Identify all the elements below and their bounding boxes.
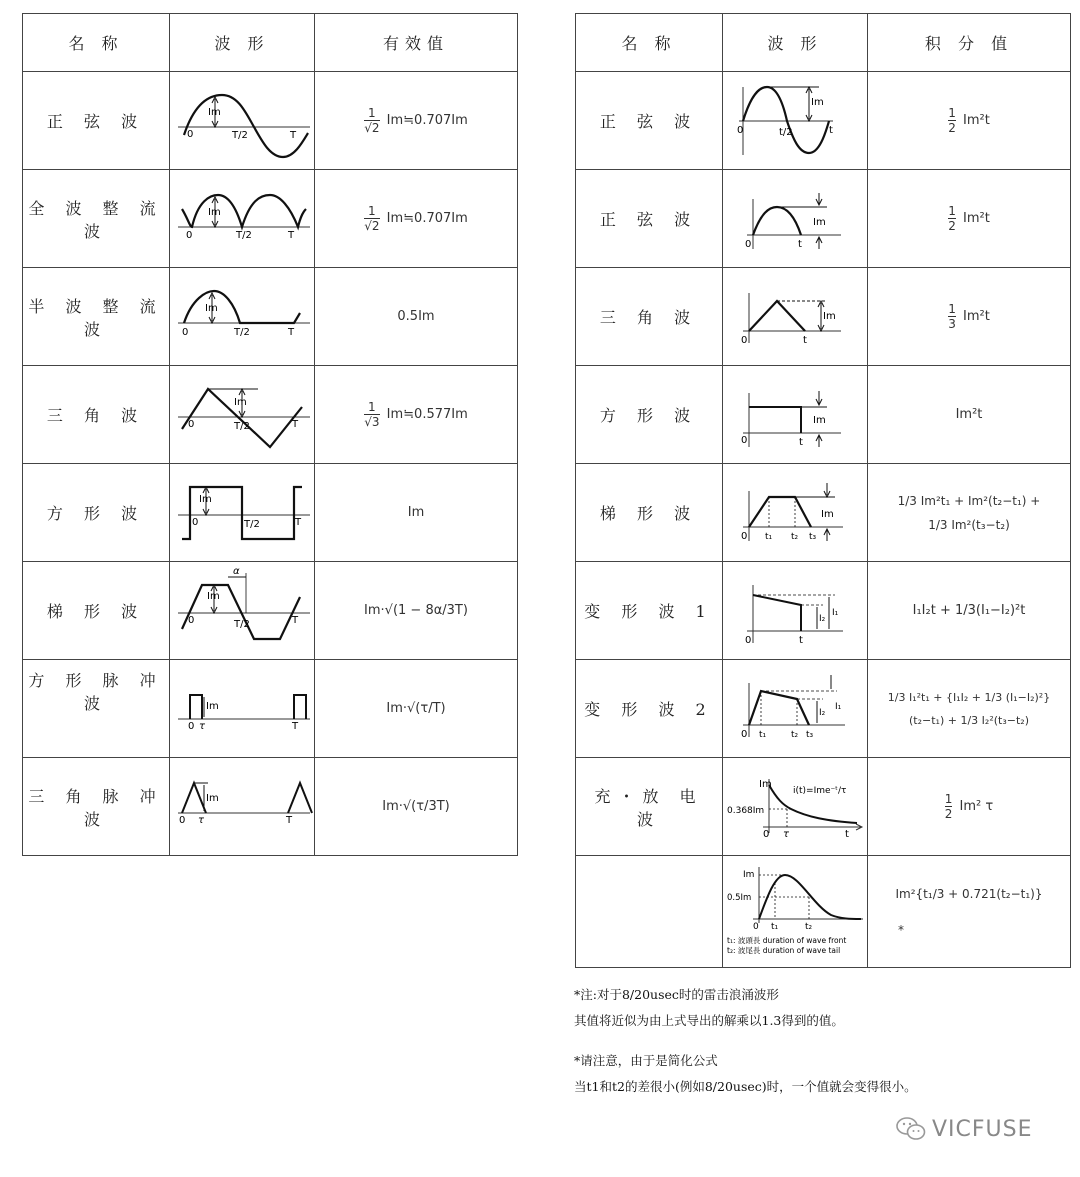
svg-text:0: 0 <box>763 828 770 840</box>
svg-text:Im: Im <box>811 96 824 108</box>
svg-text:t: t <box>829 124 833 136</box>
table-row <box>576 464 1071 562</box>
rms-value: Im·√(τ/3T) <box>315 758 518 856</box>
integral-value: I₁I₂t + 1/3(I₁−I₂)²t <box>868 562 1071 660</box>
svg-text:t₁: t₁ <box>759 729 767 740</box>
svg-text:t: t <box>798 238 802 250</box>
integral-value: Im²{t₁/3 + 0.721(t₂−t₁)} * <box>868 856 1071 968</box>
svg-text:I₁: I₁ <box>835 701 842 712</box>
note-line: 当t1和t2的差很小(例如8/20usec)时，一个值就会变得很小。 <box>574 1079 917 1094</box>
waveform-cell <box>723 170 868 268</box>
header-rms: 有效值 <box>315 14 518 72</box>
svg-text:T/2: T/2 <box>236 229 252 241</box>
brand-text: VICFUSE <box>932 1116 1033 1142</box>
deformed-wave-2-diagram <box>723 661 868 757</box>
svg-text:t₃: t₃ <box>806 729 814 740</box>
deformed-wave-1-diagram <box>723 563 868 659</box>
wave-name: 正 弦 波 <box>23 72 170 170</box>
svg-text:T/2: T/2 <box>234 326 250 338</box>
note-line: *注:对于8/20usec时的雷击浪涌波形 <box>574 987 779 1002</box>
svg-text:I₂: I₂ <box>819 613 826 624</box>
table-row <box>576 856 1071 968</box>
waveform-cell <box>723 268 868 366</box>
table-row <box>23 562 518 660</box>
table-header-row <box>576 14 1071 72</box>
sine-wave-diagram <box>170 73 315 169</box>
table-row <box>23 72 518 170</box>
waveform-cell <box>170 758 315 856</box>
wechat-icon <box>896 1116 926 1142</box>
wave-name: 三 角 脉 冲 波 <box>23 758 170 856</box>
waveform-cell <box>170 562 315 660</box>
rms-value: $\frac{1}{√2}$ Im≒0.707Im <box>315 170 518 268</box>
table-row <box>23 464 518 562</box>
sine-wave-diagram <box>723 73 868 169</box>
note-line: 其值将近似为由上式导出的解乘以1.3得到的值。 <box>574 1013 844 1028</box>
t2-note: t₂: 波尾長 duration of wave tail <box>727 945 841 955</box>
table-row <box>23 268 518 366</box>
header-waveform: 波 形 <box>723 14 868 72</box>
svg-text:t₂: t₂ <box>805 921 813 932</box>
t1-note: t₁: 波頭長 duration of wave front <box>727 935 847 945</box>
svg-text:Im: Im <box>813 216 826 228</box>
half-sine-pulse-diagram <box>723 171 868 267</box>
table-row <box>576 758 1071 856</box>
svg-text:0: 0 <box>741 728 748 740</box>
svg-text:T/2: T/2 <box>234 618 250 630</box>
table-row <box>576 72 1071 170</box>
waveform-cell <box>170 170 315 268</box>
svg-text:T/2: T/2 <box>244 518 260 530</box>
note-line: *请注意，由于是简化公式 <box>574 1053 718 1068</box>
table-row <box>23 170 518 268</box>
brand-watermark <box>896 1116 1033 1142</box>
svg-text:t: t <box>799 436 803 448</box>
wave-name: 半 波 整 流 波 <box>23 268 170 366</box>
integral-value: Im²t <box>868 366 1071 464</box>
svg-text:0.368Im: 0.368Im <box>727 805 765 816</box>
svg-text:0: 0 <box>741 530 748 542</box>
svg-text:Im: Im <box>208 206 221 218</box>
header-name: 名 称 <box>23 14 170 72</box>
wave-name: 充・放 电 波 <box>576 758 723 856</box>
svg-text:t/2: t/2 <box>779 126 793 138</box>
svg-text:T/2: T/2 <box>234 420 250 432</box>
waveform-cell <box>723 660 868 758</box>
square-wave-diagram <box>170 465 315 561</box>
triangle-pulse-diagram <box>723 269 868 365</box>
svg-text:T: T <box>288 326 295 338</box>
svg-text:Im: Im <box>821 508 834 520</box>
svg-text:0: 0 <box>753 921 759 932</box>
trapezoid-pulse-diagram <box>723 465 868 561</box>
table-row <box>576 660 1071 758</box>
wave-name: 方 形 波 <box>576 366 723 464</box>
svg-text:Im: Im <box>206 700 219 712</box>
svg-text:τ: τ <box>199 720 206 732</box>
waveform-cell <box>170 268 315 366</box>
svg-text:T: T <box>295 516 302 528</box>
svg-text:t₁: t₁ <box>771 921 779 932</box>
header-waveform: 波 形 <box>170 14 315 72</box>
svg-text:0: 0 <box>745 634 752 646</box>
svg-text:τ: τ <box>198 814 205 826</box>
svg-text:t: t <box>845 828 849 840</box>
svg-text:t₁: t₁ <box>765 531 773 542</box>
svg-text:I₂: I₂ <box>819 707 826 718</box>
waveform-cell <box>723 856 868 968</box>
waveform-cell <box>170 366 315 464</box>
svg-text:t₂: t₂ <box>791 531 799 542</box>
wave-name: 方 形 波 <box>23 464 170 562</box>
svg-text:0: 0 <box>188 614 195 626</box>
wave-name: 三 角 波 <box>576 268 723 366</box>
trapezoid-wave-diagram <box>170 563 315 659</box>
svg-text:Im: Im <box>813 414 826 426</box>
svg-text:0: 0 <box>187 128 194 140</box>
svg-text:0: 0 <box>741 434 748 446</box>
header-name: 名 称 <box>576 14 723 72</box>
charge-discharge-diagram <box>723 759 868 855</box>
svg-text:T: T <box>288 229 295 241</box>
svg-text:Im: Im <box>759 778 772 790</box>
svg-text:0: 0 <box>182 326 189 338</box>
svg-text:0: 0 <box>192 516 199 528</box>
integral-value: $\frac{1}{2}$ Im²t <box>868 72 1071 170</box>
svg-text:Im: Im <box>199 493 212 505</box>
im-label: Im <box>208 106 221 118</box>
wave-name: 全 波 整 流 波 <box>23 170 170 268</box>
svg-text:t₃: t₃ <box>809 531 817 542</box>
waveform-cell <box>170 660 315 758</box>
waveform-cell <box>170 72 315 170</box>
square-pulse-diagram <box>170 661 315 757</box>
svg-text:Im: Im <box>207 590 220 602</box>
waveform-cell <box>723 464 868 562</box>
svg-text:T: T <box>292 614 299 626</box>
svg-text:T: T <box>292 720 299 732</box>
wave-name: 正 弦 波 <box>576 72 723 170</box>
svg-text:Im: Im <box>823 310 836 322</box>
svg-text:Im: Im <box>206 792 219 804</box>
svg-text:0: 0 <box>188 418 195 430</box>
wave-name <box>576 856 723 968</box>
svg-text:T: T <box>292 418 299 430</box>
wave-name: 正 弦 波 <box>576 170 723 268</box>
rms-value: Im <box>315 464 518 562</box>
rms-value: $\frac{1}{√3}$ Im≒0.577Im <box>315 366 518 464</box>
rms-value: $\frac{1}{√2}$ Im≒0.707Im <box>315 72 518 170</box>
waveform-cell <box>723 366 868 464</box>
table-header-row <box>23 14 518 72</box>
table-row <box>576 366 1071 464</box>
waveform-cell <box>723 72 868 170</box>
svg-text:i(t)=Ime⁻ᵗ/τ: i(t)=Ime⁻ᵗ/τ <box>793 785 847 796</box>
table-row <box>576 170 1071 268</box>
svg-text:Im: Im <box>234 396 247 408</box>
svg-text:t₂: t₂ <box>791 729 799 740</box>
integral-value: $\frac{1}{2}$ Im²t <box>868 170 1071 268</box>
svg-text:Im: Im <box>205 302 218 314</box>
integral-table <box>575 13 1071 968</box>
svg-text:0: 0 <box>741 334 748 346</box>
integral-value: 1/3 I₁²t₁ + {I₁I₂ + 1/3 (I₁−I₂)²} (t₂−t₁) + 1/3 I₂²(t₃−t₂) <box>868 660 1071 758</box>
svg-text:t: t <box>803 334 807 346</box>
svg-text:T: T <box>290 129 297 141</box>
waveform-cell <box>170 464 315 562</box>
triangle-pulse-diagram <box>170 759 315 855</box>
header-integral: 积 分 值 <box>868 14 1071 72</box>
rms-value: 0.5Im <box>315 268 518 366</box>
rms-table <box>22 13 518 856</box>
wave-name: 变 形 波 1 <box>576 562 723 660</box>
surge-wave-diagram <box>723 857 868 967</box>
svg-text:I₁: I₁ <box>832 607 839 618</box>
table-row <box>23 366 518 464</box>
waveform-cell <box>723 758 868 856</box>
svg-text:τ: τ <box>783 828 790 840</box>
svg-text:T/2: T/2 <box>232 129 248 141</box>
svg-text:0.5Im: 0.5Im <box>727 892 752 903</box>
integral-value: $\frac{1}{3}$ Im²t <box>868 268 1071 366</box>
svg-text:0: 0 <box>188 720 195 732</box>
svg-text:0: 0 <box>745 238 752 250</box>
table-row <box>23 758 518 856</box>
svg-text:t: t <box>799 634 803 646</box>
svg-text:α: α <box>233 565 240 577</box>
half-wave-rectified-diagram <box>170 269 315 365</box>
wave-name: 梯 形 波 <box>23 562 170 660</box>
square-pulse-diagram <box>723 367 868 463</box>
wave-name: 方 形 脉 冲 波 <box>23 660 170 758</box>
wave-name: 变 形 波 2 <box>576 660 723 758</box>
svg-text:T: T <box>286 814 293 826</box>
table-row <box>23 660 518 758</box>
integral-value: $\frac{1}{2}$ Im² τ <box>868 758 1071 856</box>
integral-value: 1/3 Im²t₁ + Im²(t₂−t₁) + 1/3 Im²(t₃−t₂) <box>868 464 1071 562</box>
wave-name: 三 角 波 <box>23 366 170 464</box>
svg-text:0: 0 <box>186 229 193 241</box>
rms-value: Im·√(τ/T) <box>315 660 518 758</box>
svg-text:Im: Im <box>743 869 755 880</box>
note-marker: * <box>898 922 904 937</box>
table-row <box>576 268 1071 366</box>
rms-value: Im·√(1 − 8α/3T) <box>315 562 518 660</box>
svg-text:0: 0 <box>737 124 744 136</box>
waveform-cell <box>723 562 868 660</box>
triangle-wave-diagram <box>170 367 315 463</box>
wave-name: 梯 形 波 <box>576 464 723 562</box>
full-wave-rectified-diagram <box>170 171 315 267</box>
svg-text:0: 0 <box>179 814 186 826</box>
footnotes <box>574 982 917 1100</box>
table-row <box>576 562 1071 660</box>
